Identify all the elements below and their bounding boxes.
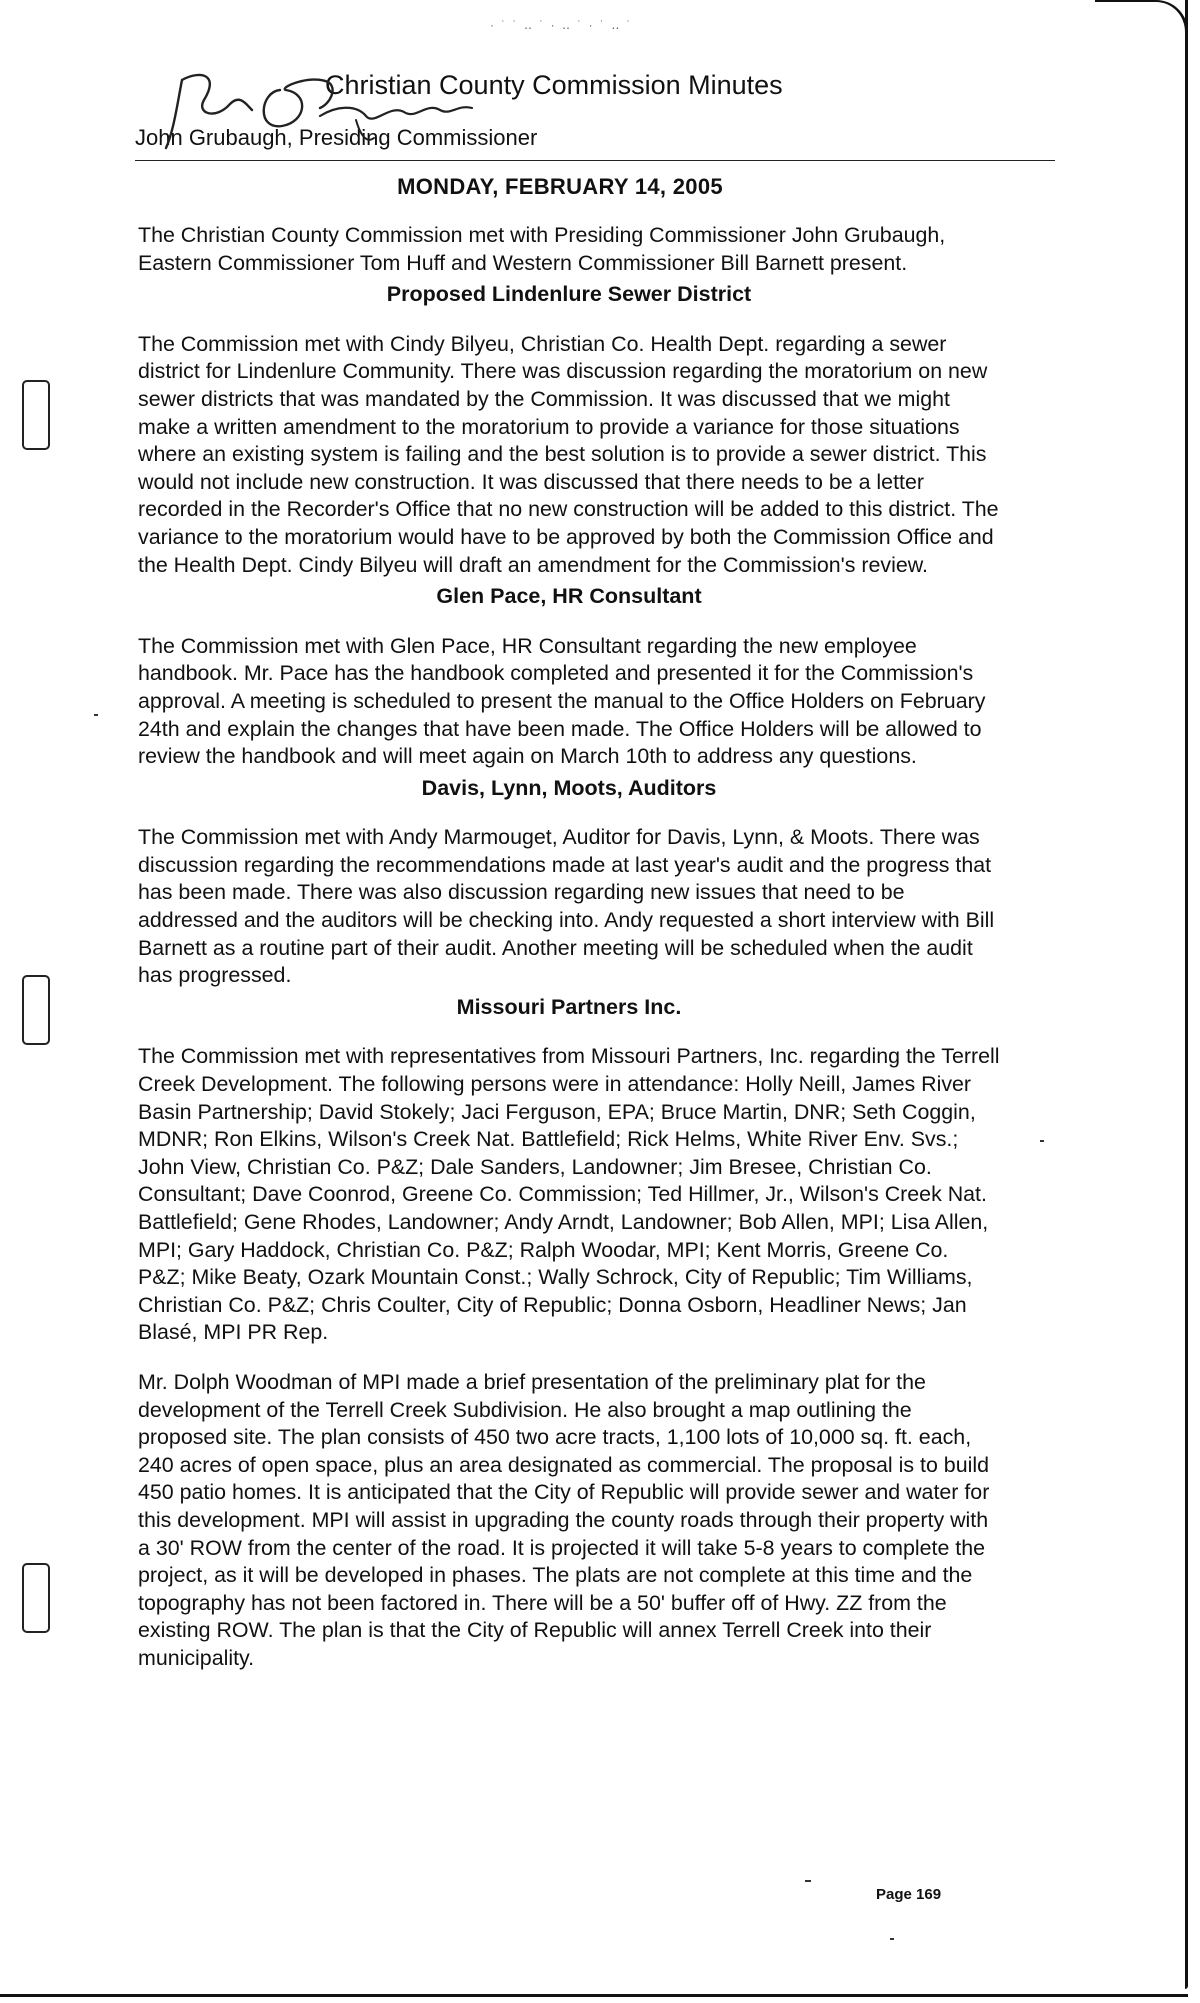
page-edge-right (1185, 0, 1188, 1989)
document-subtitle: John Grubaugh, Presiding Commissioner (135, 125, 538, 150)
section-paragraph: The Commission met with Glen Pace, HR Consultant regarding the new employee handbook. Mr. Pace has the handbook completed and presented it for the Commission's approval. A meeting is scheduled to present the manual to the Office Holders on February 24th and explain the changes that have been made. The Office Holders will be allowed to review the handbook and will meet again on March 10th to address any questions. (138, 633, 986, 769)
intro-paragraph: The Christian County Commission met with Presiding Commissioner John Grubaugh, Eastern Commissioner Tom Huff and Western Commissioner Bill Barnett present. (138, 223, 946, 275)
scan-speck (890, 1938, 894, 1940)
scan-speck (1040, 1140, 1044, 1142)
section-heading: Glen Pace, HR Consultant (436, 584, 702, 609)
section-paragraph: The Commission met with Cindy Bilyeu, Christian Co. Health Dept. regarding a sewer district for Lindenlure Community. There was discussion regarding the moratorium on new sewer districts that was mandated by the Commission. It was discussed that we might make a written amendment to the moratorium to provide a variance for those situations where an existing system is failing and the best solution is to provide a sewer district. This would not include new construction. It was discussed that there needs to be a letter recorded in the Recorder's Office that no new construction will be added to this district. The variance to the moratorium would have to be approved by both the Commission Office and the Health Dept. Cindy Bilyeu will draft an amendment for the Commission's review. (138, 331, 999, 577)
meeting-date: MONDAY, FEBRUARY 14, 2005 (397, 174, 723, 199)
scan-speck (94, 714, 98, 716)
binder-hole (22, 975, 50, 1045)
document-title: Christian County Commission Minutes (325, 70, 783, 100)
minutes-body (138, 222, 1000, 1673)
section-paragraph: The Commission met with Andy Marmouget, Auditor for Davis, Lynn, & Moots. There was discussion regarding the recommendations made at last year's audit and the progress that has been made. There was also discussion regarding new issues that need to be addressed and the auditors will be checking into. Andy requested a short interview with Bill Barnett as a routine part of their audit. Another meeting will be scheduled when the audit has progressed. (138, 825, 995, 988)
page-edge-top (1095, 0, 1188, 32)
section-paragraph: The Commission met with representatives from Missouri Partners, Inc. regarding the Terrell Creek Development. The following persons were in attendance: Holly Neill, James River Basin Partnership; David Stokely; Jaci Ferguson, EPA; Bruce Martin, DNR; Seth Coggin, MDNR; Ron Elkins, Wilson's Creek Nat. Battlefield; Rick Helms, White River Env. Svs.; John View, Christian Co. P&Z; Dale Sanders, Landowner; Jim Bresee, Christian Co. Consultant; Dave Coonrod, Greene Co. Commission; Ted Hillmer, Jr., Wilson's Creek Nat. Battlefield; Gene Rhodes, Landowner; Andy Arndt, Landowner; Bob Allen, MPI; Lisa Allen, MPI; Gary Haddock, Christian Co. P&Z; Ralph Woodar, MPI; Kent Morris, Greene Co. P&Z; Mike Beaty, Ozark Mountain Const.; Wally Schrock, City of Republic; Tim Williams, Christian Co. P&Z; Chris Coulter, City of Republic; Donna Osborn, Headliner News; Jan Blasé, MPI PR Rep. (138, 1044, 1000, 1345)
section-heading: Missouri Partners Inc. (456, 994, 682, 1019)
page-edge-bottom (0, 1994, 1188, 1997)
header-rule (135, 160, 1055, 161)
page-number: Page 169 (876, 1886, 942, 1903)
binder-hole (22, 380, 50, 450)
section-paragraph: Mr. Dolph Woodman of MPI made a brief presentation of the preliminary plat for the development of the Terrell Creek Subdivision. He also brought a map outlining the proposed site. The plan consists of 450 two acre tracts, 1,100 lots of 10,000 sq. ft. each, 240 acres of open space, plus an area designated as commercial. The proposal is to build 450 patio homes. It is anticipated that the City of Republic will provide sewer and water for this development. MPI will assist in upgrading the county roads through their property with a 30' ROW from the center of the road. It is projected it will take 5-8 years to complete the project, as it will be developed in phases. The plats are not complete at this time and the topography has not been factored in. There will be a 50' buffer off of Hwy. ZZ from the existing ROW. The plan is that the City of Republic will annex Terrell Creek into their municipality. (138, 1369, 990, 1670)
handwritten-signature (160, 60, 490, 155)
scan-speck (805, 1880, 811, 1882)
section-heading: Davis, Lynn, Moots, Auditors (421, 775, 717, 800)
binder-hole (22, 1563, 50, 1633)
section-heading: Proposed Lindenlure Sewer District (386, 282, 752, 307)
scan-artifact: · ˙ ˙ ‥ ˙ · ‥ ˙ · ˙ ‥ ˙ (490, 18, 633, 32)
